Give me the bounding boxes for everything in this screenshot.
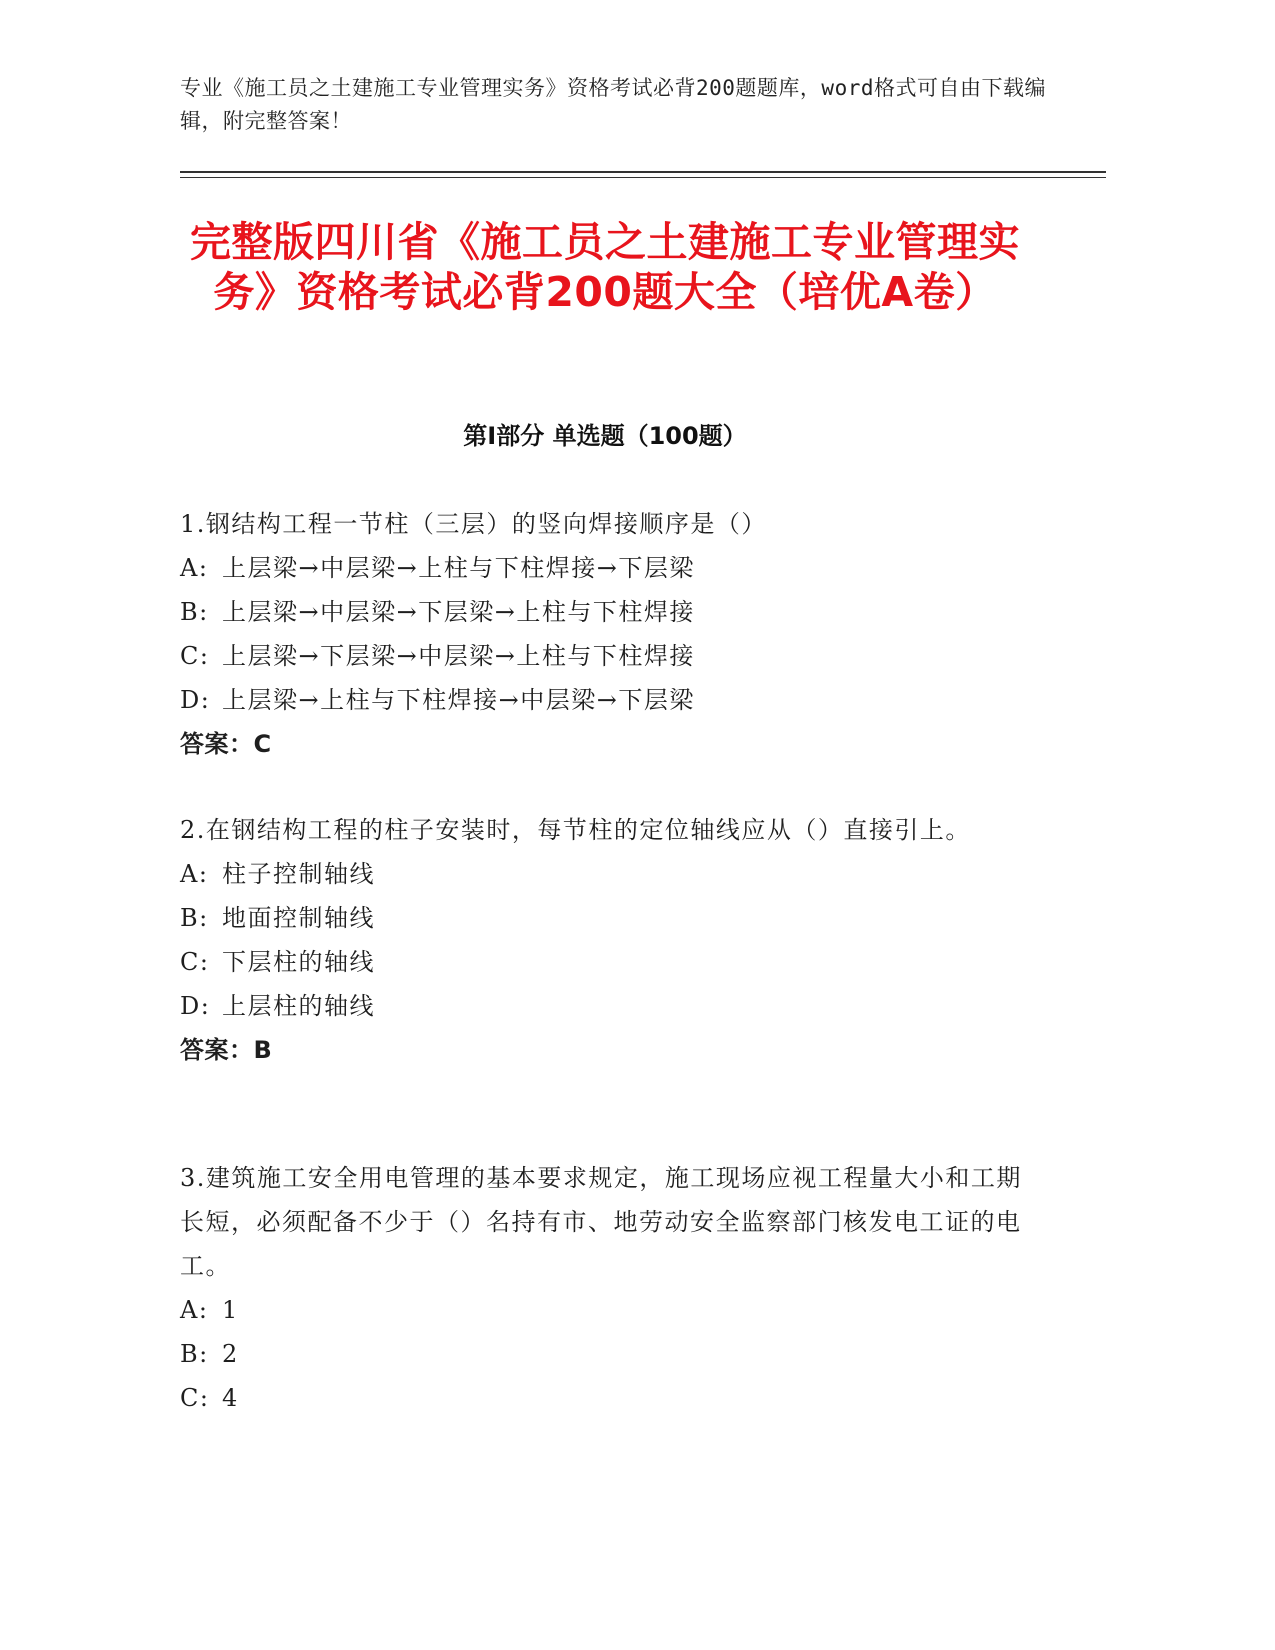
section-heading: 第I部分 单选题（100题） bbox=[463, 422, 747, 450]
option-text: 1 bbox=[222, 1296, 239, 1324]
option-key: A: bbox=[180, 1296, 209, 1324]
option-a bbox=[180, 1288, 1040, 1332]
option-text: 4 bbox=[222, 1384, 239, 1412]
question-1 bbox=[180, 502, 1040, 766]
option-b bbox=[180, 896, 1040, 940]
answer-label: 答案： bbox=[180, 1036, 254, 1064]
option-text: 柱子控制轴线 bbox=[222, 860, 375, 888]
option-text: 上层柱的轴线 bbox=[222, 992, 375, 1020]
header-divider-thin bbox=[180, 177, 1106, 178]
option-key: B: bbox=[180, 598, 209, 626]
option-a bbox=[180, 546, 1040, 590]
answer-value: C bbox=[253, 730, 272, 758]
header-divider-thick bbox=[180, 171, 1106, 173]
option-text: 上层梁→下层梁→中层梁→上柱与下柱焊接 bbox=[222, 642, 695, 670]
option-key: B: bbox=[180, 904, 209, 932]
option-key: C: bbox=[180, 948, 210, 976]
header-note: 专业《施工员之土建施工专业管理实务》资格考试必背200题题库，word格式可自由下载编辑，附完整答案！ bbox=[180, 76, 1046, 133]
option-text: 地面控制轴线 bbox=[222, 904, 375, 932]
answer-line bbox=[180, 722, 1040, 766]
option-a bbox=[180, 852, 1040, 896]
option-c bbox=[180, 1376, 1040, 1420]
answer-label: 答案： bbox=[180, 730, 254, 758]
option-text: 下层柱的轴线 bbox=[222, 948, 375, 976]
option-key: C: bbox=[180, 1384, 210, 1412]
question-stem: 2.在钢结构工程的柱子安装时，每节柱的定位轴线应从（）直接引上。 bbox=[180, 816, 971, 844]
option-key: D: bbox=[180, 686, 211, 714]
answer-line bbox=[180, 1028, 1040, 1072]
option-text: 2 bbox=[222, 1340, 239, 1368]
option-b bbox=[180, 1332, 1040, 1376]
question-3 bbox=[180, 1156, 1040, 1420]
option-key: B: bbox=[180, 1340, 209, 1368]
question-2 bbox=[180, 808, 1040, 1072]
option-key: D: bbox=[180, 992, 211, 1020]
option-key: C: bbox=[180, 642, 210, 670]
option-c bbox=[180, 940, 1040, 984]
option-b bbox=[180, 590, 1040, 634]
document-title: 完整版四川省《施工员之土建施工专业管理实务》资格考试必背200题大全（培优A卷） bbox=[190, 218, 1020, 316]
question-stem: 1.钢结构工程一节柱（三层）的竖向焊接顺序是（） bbox=[180, 510, 767, 538]
option-text: 上层梁→中层梁→下层梁→上柱与下柱焊接 bbox=[222, 598, 695, 626]
option-key: A: bbox=[180, 860, 209, 888]
question-stem: 3.建筑施工安全用电管理的基本要求规定，施工现场应视工程量大小和工期长短，必须配备不少于（）名持有市、地劳动安全监察部门核发电工证的电工。 bbox=[180, 1164, 1022, 1280]
option-c bbox=[180, 634, 1040, 678]
answer-value: B bbox=[253, 1036, 273, 1064]
option-text: 上层梁→中层梁→上柱与下柱焊接→下层梁 bbox=[222, 554, 695, 582]
option-key: A: bbox=[180, 554, 209, 582]
option-d bbox=[180, 984, 1040, 1028]
option-d bbox=[180, 678, 1040, 722]
option-text: 上层梁→上柱与下柱焊接→中层梁→下层梁 bbox=[222, 686, 695, 714]
